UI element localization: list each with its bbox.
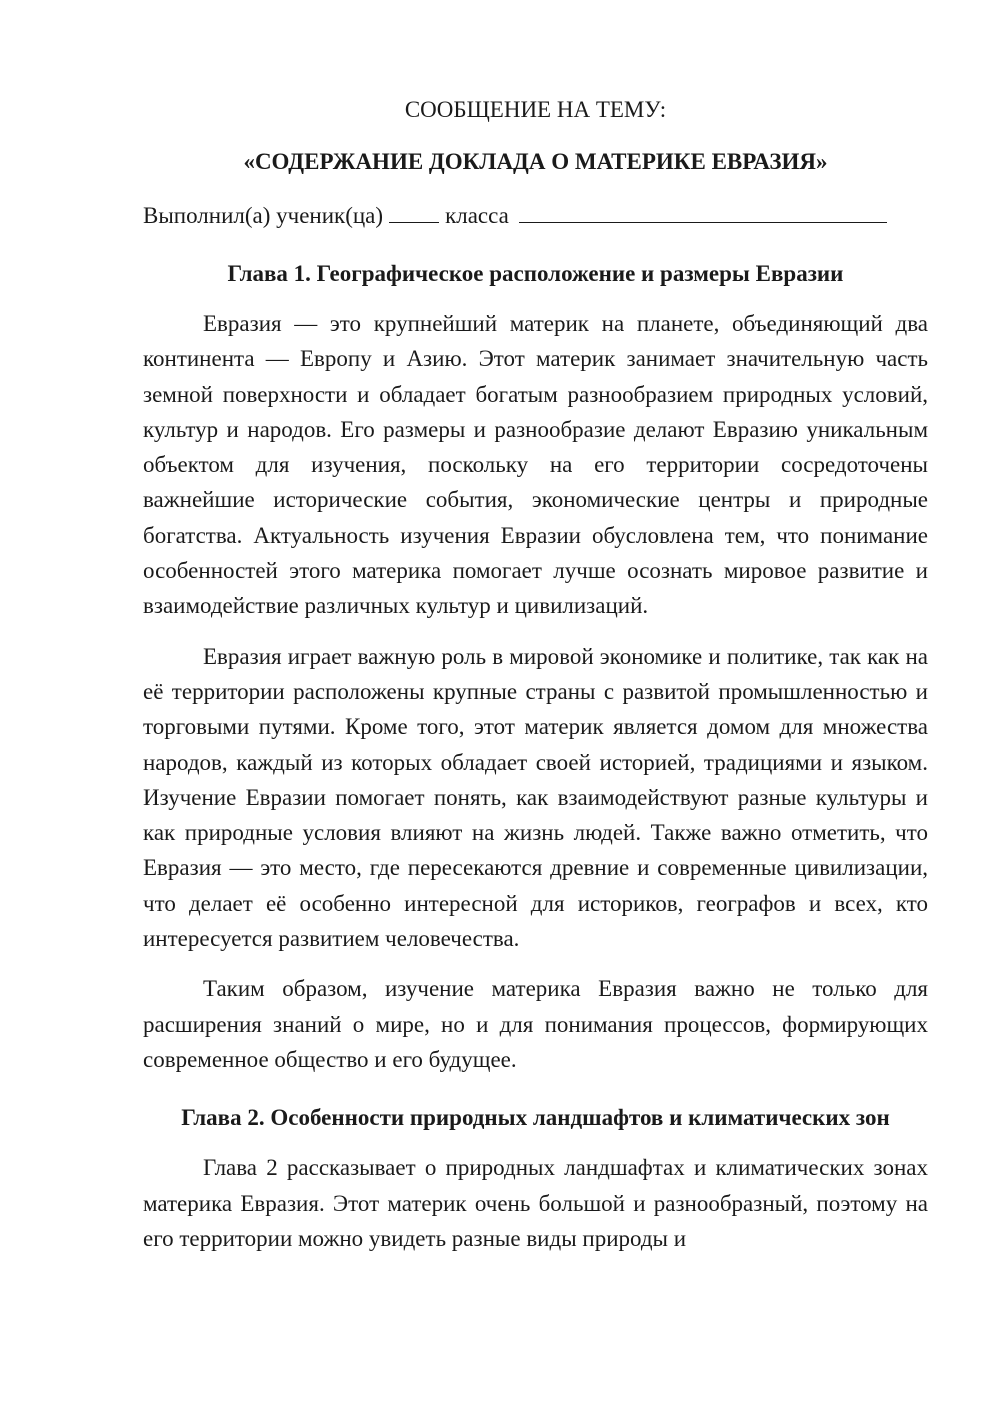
chapter-2-title: Глава 2. Особенности природных ландшафтов и климатических зон [181, 1105, 890, 1131]
author-label: Выполнил(а) ученик(ца) [143, 203, 384, 228]
chapter-1-title: Глава 1. Географическое расположение и размеры Евразии [227, 261, 844, 286]
name-blank-line [519, 200, 887, 223]
chapter-1-paragraph-1: Евразия — это крупнейший материк на планете, объединяющий два континента — Европу и Азию. Этот материк занимает значительную часть земной поверхности и обладает богатым разнообразием природных условий, культур и народов. Его размеры и разнообразие делают Евразию уникальным объектом для изучения, поскольку на его территории сосредоточены важнейшие исторические события, экономические центры и природные богатства. Актуальность изучения Евразии обусловлена тем, что понимание особенностей этого материка помогает лучше осознать мировое развитие и взаимодействие различных культур и цивилизаций. [143, 311, 928, 619]
chapter-1-paragraph-3: Таким образом, изучение материка Евразия важно не только для расширения знаний о мире, но и для понимания процессов, формирующих современное общество и его будущее. [143, 976, 928, 1072]
chapter-2-paragraph-1: Глава 2 рассказывает о природных ландшафтах и климатических зонах материка Евразия. Этот материк очень большой и разнообразный, поэтому на его территории можно увидеть разные виды природы и [143, 1155, 928, 1251]
author-line [143, 196, 928, 236]
class-label: класса [445, 203, 509, 228]
report-heading: СООБЩЕНИЕ НА ТЕМУ: [404, 97, 667, 122]
document-page [143, 84, 928, 1271]
report-topic-title: «СОДЕРЖАНИЕ ДОКЛАДА О МАТЕРИКЕ ЕВРАЗИЯ» [243, 149, 828, 174]
grade-blank-line [389, 200, 439, 223]
chapter-1-paragraph-2: Евразия играет важную роль в мировой экономике и политике, так как на её территории расположены крупные страны с развитой промышленностью и торговыми путями. Кроме того, этот материк является домом для множества народов, каждый из которых обладает своей историей, традициями и языком. Изучение Евразии помогает понять, как взаимодействуют разные культуры и как природные условия влияют на жизнь людей. Также важно отметить, что Евразия — это место, где пересекаются древние и современные цивилизации, что делает её особенно интересной для историков, географов и всех, кто интересуется развитием человечества. [143, 643, 928, 952]
